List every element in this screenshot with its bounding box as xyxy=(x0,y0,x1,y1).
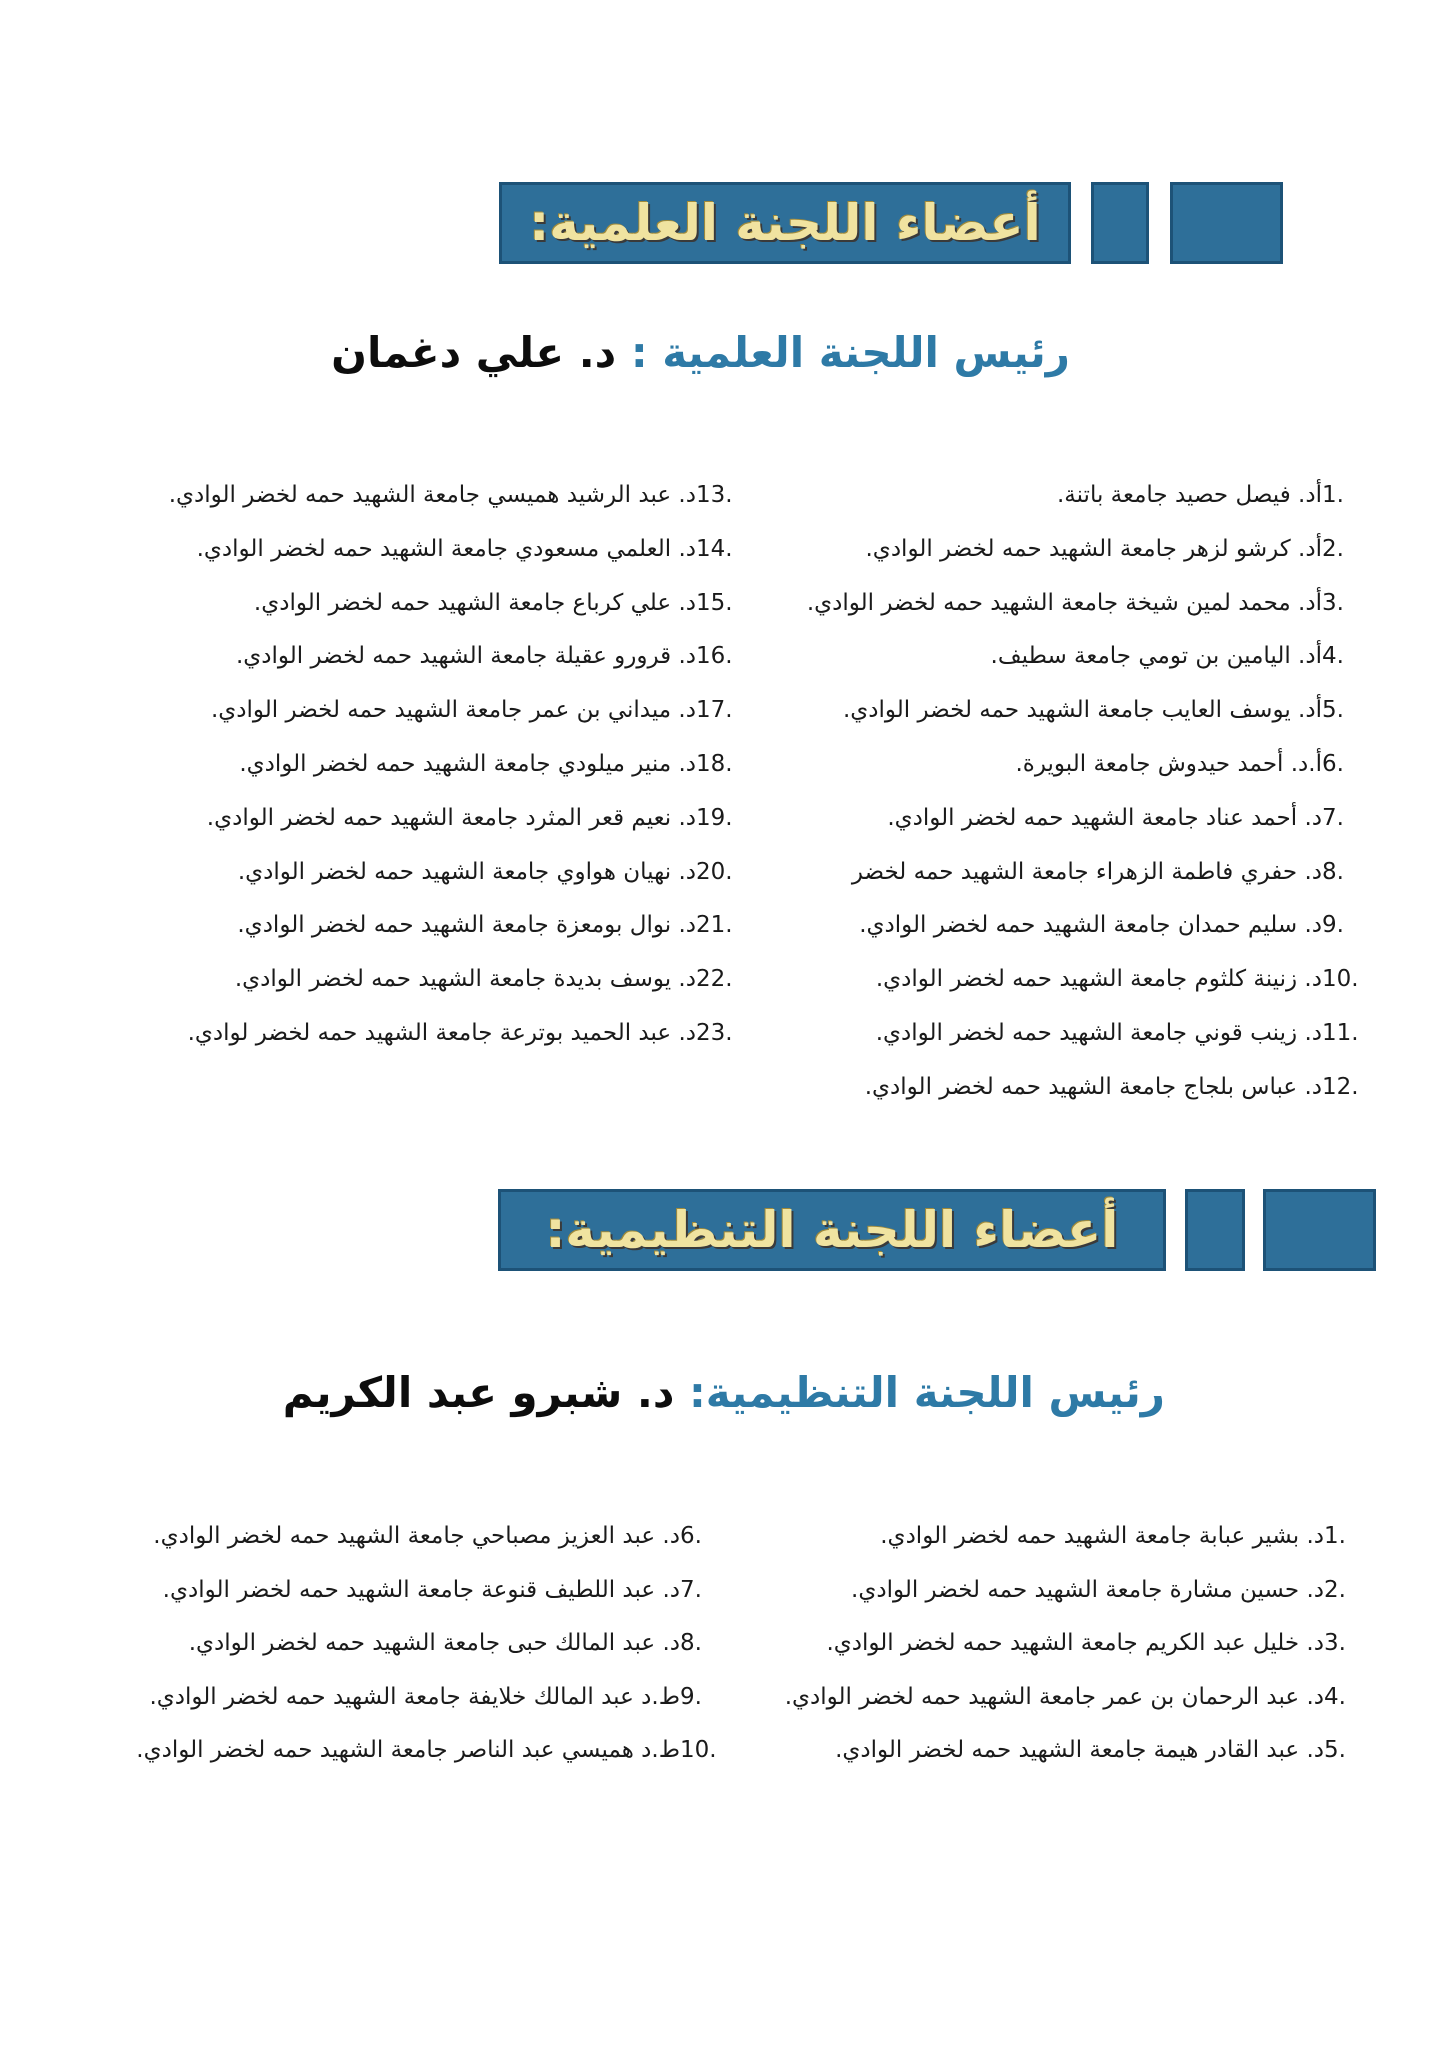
scientific-heading-banner xyxy=(499,182,1283,264)
organizing-chair-role: رئيس اللجنة التنظيمية: xyxy=(689,1368,1165,1417)
list-item: 23. د. عبد الحميد بوترعة جامعة الشهيد حمه لخضر لوادي. xyxy=(187,1019,733,1046)
list-item: 9. ط.د عبد المالك خلايفة جامعة الشهيد حمه لخضر الوادي. xyxy=(149,1683,702,1710)
organizing-chair xyxy=(283,1368,1165,1417)
list-item: 15. د. علي كرباع جامعة الشهيد حمه لخضر الوادي. xyxy=(253,589,733,616)
list-item: 8. د. عبد المالك حبى جامعة الشهيد حمه لخضر الوادي. xyxy=(188,1630,702,1656)
list-item: 3. د. خليل عبد الكريم جامعة الشهيد حمه لخضر الوادي. xyxy=(826,1630,1346,1656)
list-item: 6. أ.د. أحمد حيدوش جامعة البويرة. xyxy=(1015,750,1344,777)
banner-square-decoration xyxy=(1263,1189,1376,1271)
list-item: 8. د. حفري فاطمة الزهراء جامعة الشهيد حمه لخضر xyxy=(851,858,1344,885)
list-item: 18. د. منير ميلودي جامعة الشهيد حمه لخضر الوادي. xyxy=(239,750,733,777)
banner-square-decoration xyxy=(1091,182,1149,264)
list-item: 19. د. نعيم قعر المثرد جامعة الشهيد حمه لخضر الوادي. xyxy=(206,804,733,831)
list-item: 7. د. عبد اللطيف قنوعة جامعة الشهيد حمه لخضر الوادي. xyxy=(162,1576,702,1603)
organizing-chair-name: د. شبرو عبد الكريم xyxy=(282,1368,675,1417)
list-item: 21. د. نوال بومعزة جامعة الشهيد حمه لخضر الوادي. xyxy=(237,912,733,939)
list-item: 11. د. زينب قوني جامعة الشهيد حمه لخضر الوادي. xyxy=(875,1019,1359,1046)
scientific-heading: أعضاء اللجنة العلمية: xyxy=(499,182,1071,264)
list-item: 13. د. عبد الرشيد هميسي جامعة الشهيد حمه لخضر الوادي. xyxy=(168,482,733,508)
organizing-heading: أعضاء اللجنة التنظيمية: xyxy=(498,1189,1166,1271)
scientific-members-right xyxy=(807,469,1362,1115)
list-item: 2. د. حسين مشارة جامعة الشهيد حمه لخضر الوادي. xyxy=(851,1576,1346,1603)
list-item: 10. د. زنينة كلثوم جامعة الشهيد حمه لخضر الوادي. xyxy=(875,966,1359,993)
organizing-members-left xyxy=(136,1510,730,1778)
list-item: 7. د. أحمد عناد جامعة الشهيد حمه لخضر الوادي. xyxy=(887,804,1344,831)
list-item: 9. د. سليم حمدان جامعة الشهيد حمه لخضر الوادي. xyxy=(859,912,1344,939)
list-item: 12. د. عباس بلجاج جامعة الشهيد حمه لخضر الوادي. xyxy=(864,1073,1359,1100)
scientific-members-left xyxy=(169,469,736,1061)
scientific-chair-name: د. علي دغمان xyxy=(331,328,617,377)
list-item: 16. د. قرورو عقيلة جامعة الشهيد حمه لخضر الوادي. xyxy=(235,643,733,670)
banner-square-decoration xyxy=(1185,1189,1245,1271)
scientific-chair xyxy=(331,328,1070,377)
banner-square-decoration xyxy=(1170,182,1283,264)
list-item: 4. أد. اليامين بن تومي جامعة سطيف. xyxy=(990,643,1344,670)
list-item: 4. د. عبد الرحمان بن عمر جامعة الشهيد حمه لخضر الوادي. xyxy=(784,1683,1346,1710)
list-item: 5. د. عبد القادر هيمة جامعة الشهيد حمه لخضر الوادي. xyxy=(835,1737,1346,1763)
list-item: 14. د. العلمي مسعودي جامعة الشهيد حمه لخضر الوادي. xyxy=(196,535,733,562)
list-item: 5. أد. يوسف العايب جامعة الشهيد حمه لخضر الوادي. xyxy=(842,697,1344,724)
list-item: 17. د. ميداني بن عمر جامعة الشهيد حمه لخضر الوادي. xyxy=(210,697,733,724)
list-item: 3. أد. محمد لمين شيخة جامعة الشهيد حمه لخضر الوادي. xyxy=(806,589,1344,616)
list-item: 10. ط.د هميسي عبد الناصر جامعة الشهيد حمه لخضر الوادي. xyxy=(136,1737,717,1763)
list-item: 2. أد. كرشو لزهر جامعة الشهيد حمه لخضر الوادي. xyxy=(865,535,1344,562)
list-item: 22. د. يوسف بديدة جامعة الشهيد حمه لخضر الوادي. xyxy=(234,966,733,993)
list-item: 20. د. نهيان هواوي جامعة الشهيد حمه لخضر الوادي. xyxy=(237,858,733,885)
scientific-chair-role: رئيس اللجنة العلمية : xyxy=(630,328,1070,377)
list-item: 6. د. عبد العزيز مصباحي جامعة الشهيد حمه لخضر الوادي. xyxy=(153,1523,702,1549)
organizing-heading-banner xyxy=(498,1189,1376,1271)
list-item: 1. أد. فيصل حصيد جامعة باتنة. xyxy=(1056,482,1344,508)
list-item: 1. د. بشير عبابة جامعة الشهيد حمه لخضر الوادي. xyxy=(880,1523,1346,1549)
organizing-members-right xyxy=(785,1510,1374,1778)
